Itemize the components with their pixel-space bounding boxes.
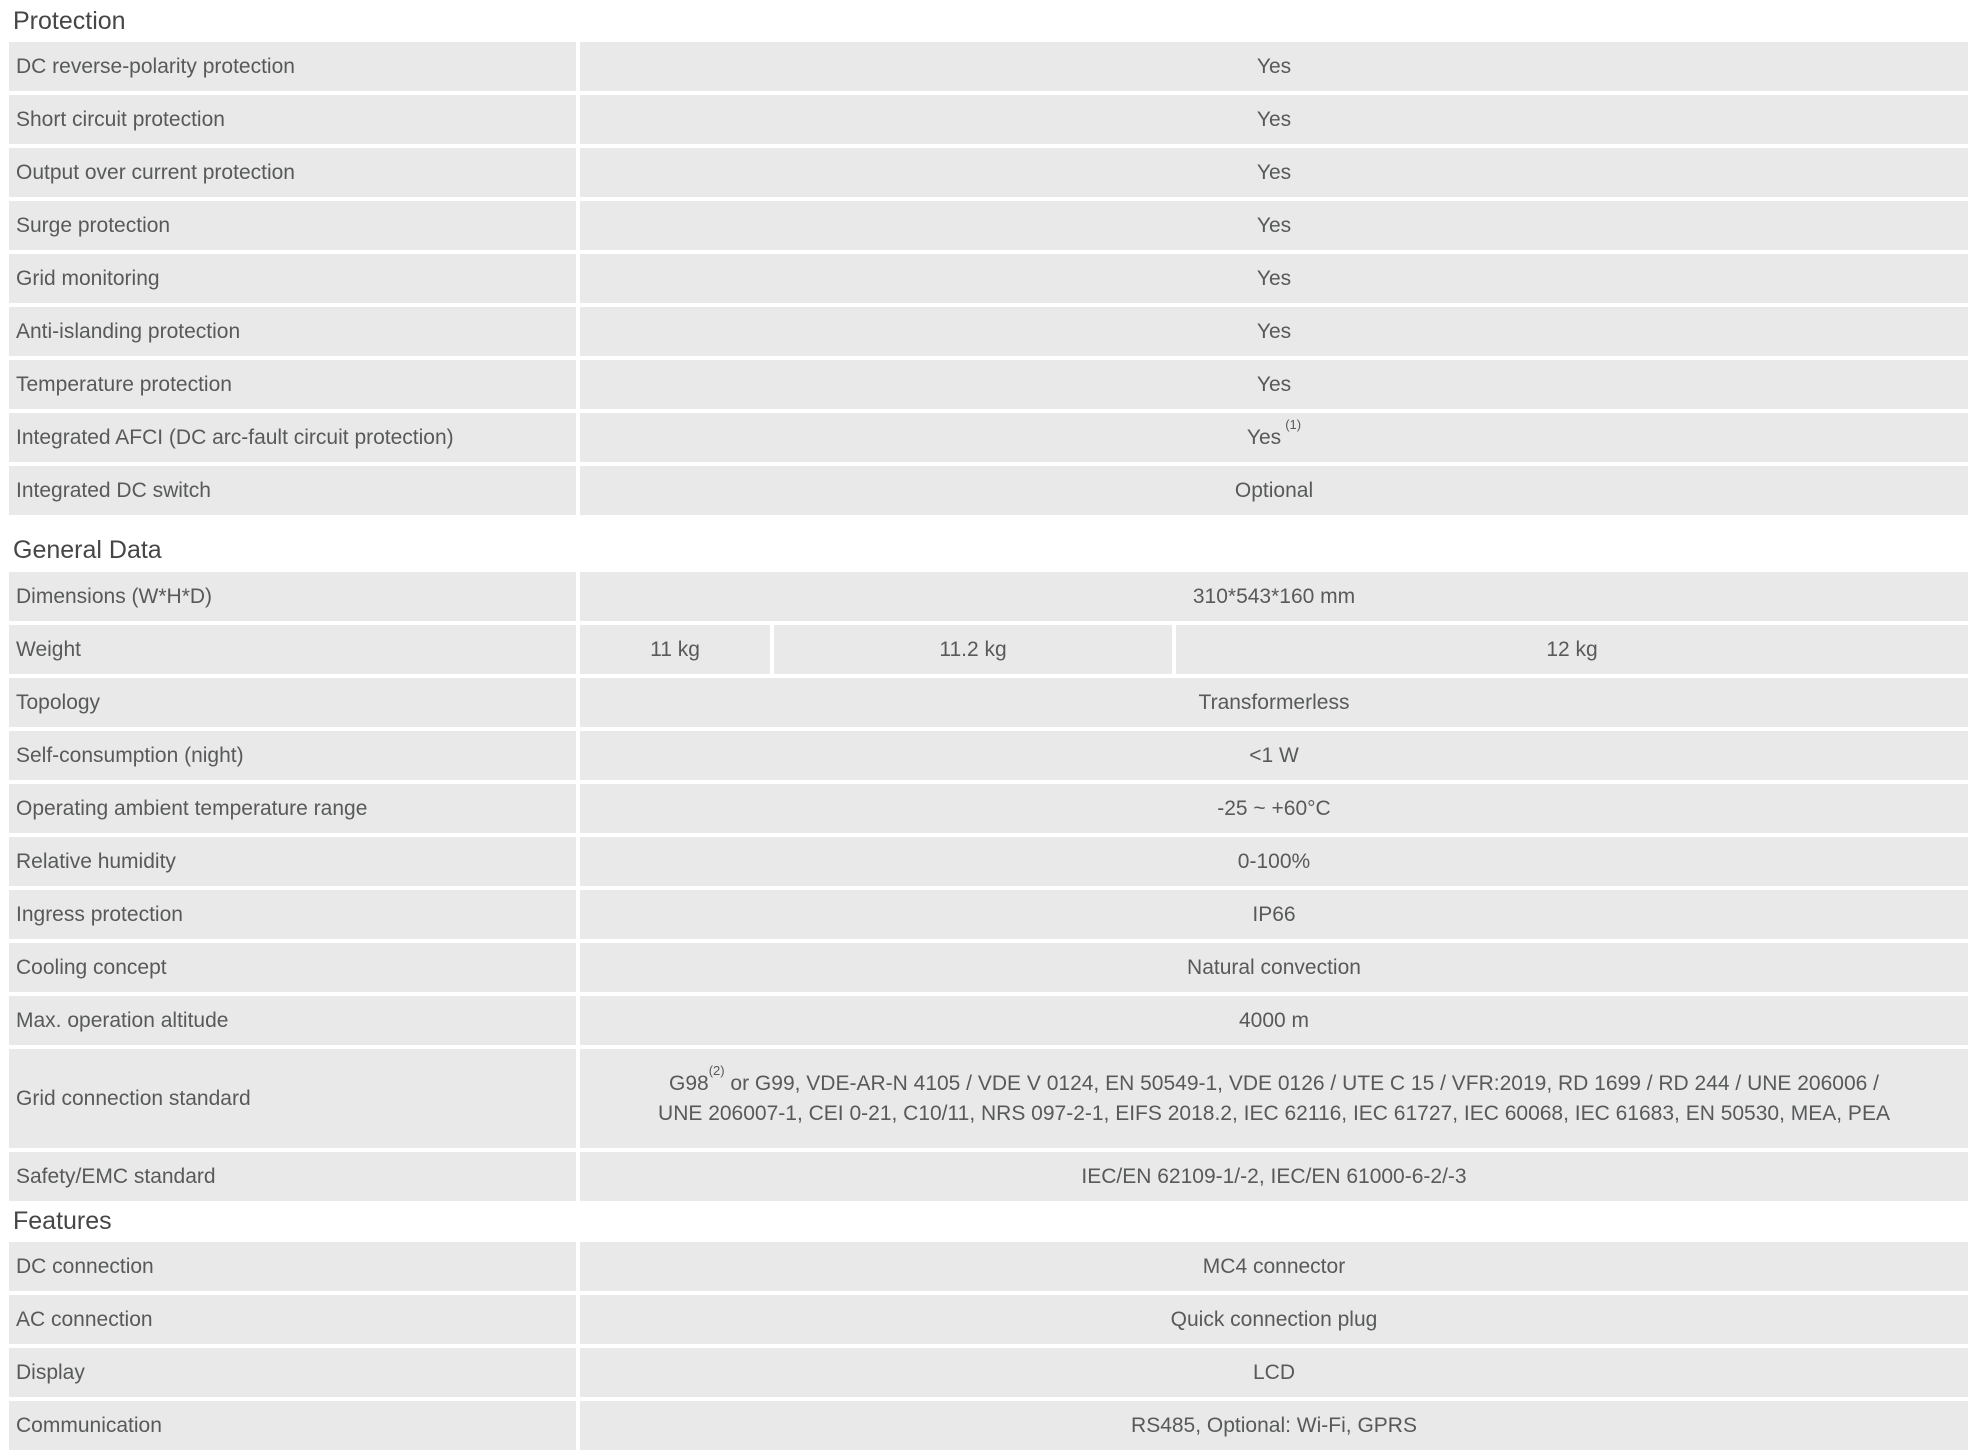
spec-value: Quick connection plug	[580, 1295, 1968, 1344]
spec-label: Self-consumption (night)	[9, 731, 576, 780]
spec-value: MC4 connector	[580, 1242, 1968, 1291]
spec-value: Yes	[580, 307, 1968, 356]
spec-value: 310*543*160 mm	[580, 572, 1968, 621]
spec-label: Surge protection	[9, 201, 576, 250]
spec-row-communication	[9, 1401, 1968, 1450]
grid-standard-line-1: G98$^{(2)}$ or G99, VDE-AR-N 4105 / VDE V 0124, EN 50549-1, VDE 0126 / UTE C 15 / VFR:2019, RD 1699 / RD 244 / UNE 206006 /	[669, 1063, 1879, 1095]
spec-label: Communication	[9, 1401, 576, 1450]
spec-label: Temperature protection	[9, 360, 576, 409]
spec-label: Grid connection standard	[9, 1049, 576, 1148]
section-title-protection: Protection	[13, 7, 126, 35]
spec-value: Yes	[580, 360, 1968, 409]
spec-row-display	[9, 1348, 1968, 1397]
features-rows	[9, 1242, 1968, 1450]
spec-value: IEC/EN 62109-1/-2, IEC/EN 61000-6-2/-3	[580, 1152, 1968, 1201]
spec-label: Safety/EMC standard	[9, 1152, 576, 1201]
spec-value-model-2: 11.2 kg	[774, 625, 1172, 674]
spec-row-self-consumption	[9, 731, 1968, 780]
section-title-general-data: General Data	[13, 536, 162, 564]
spec-row-ac-connection	[9, 1295, 1968, 1344]
spec-row-operating-temperature	[9, 784, 1968, 833]
spec-label: DC reverse-polarity protection	[9, 42, 576, 91]
spec-row-integrated-afci	[9, 413, 1968, 462]
spec-label: AC connection	[9, 1295, 576, 1344]
spec-value: 0-100%	[580, 837, 1968, 886]
spec-label: Relative humidity	[9, 837, 576, 886]
spec-label: Integrated DC switch	[9, 466, 576, 515]
section-features	[9, 1201, 1968, 1450]
spec-row-anti-islanding	[9, 307, 1968, 356]
spec-label: Operating ambient temperature range	[9, 784, 576, 833]
spec-row-weight	[9, 625, 1968, 674]
spec-label: Topology	[9, 678, 576, 727]
spec-label: DC connection	[9, 1242, 576, 1291]
spec-row-relative-humidity	[9, 837, 1968, 886]
spec-label: Short circuit protection	[9, 95, 576, 144]
spec-value: IP66	[580, 890, 1968, 939]
spec-row-grid-monitoring	[9, 254, 1968, 303]
spec-row-temperature-protection	[9, 360, 1968, 409]
spec-row-cooling-concept	[9, 943, 1968, 992]
spec-value: Natural convection	[580, 943, 1968, 992]
spec-value: Yes	[580, 95, 1968, 144]
spec-row-integrated-dc-switch	[9, 466, 1968, 515]
spec-row-ingress-protection	[9, 890, 1968, 939]
grid-standard-line-2: UNE 206007-1, CEI 0-21, C10/11, NRS 097-2-1, EIFS 2018.2, IEC 62116, IEC 61727, IEC 60068, IEC 61683, EN 50530, MEA, PEA	[658, 1101, 1890, 1125]
section-protection	[9, 4, 1968, 515]
spec-value: Optional	[580, 466, 1968, 515]
spec-row-output-over-current	[9, 148, 1968, 197]
spec-value-model-1: 11 kg	[580, 625, 770, 674]
general-data-rows	[9, 572, 1968, 1201]
spec-label: Max. operation altitude	[9, 996, 576, 1045]
section-general-data	[9, 515, 1968, 1201]
protection-rows	[9, 42, 1968, 515]
spec-label: Cooling concept	[9, 943, 576, 992]
spec-value: 4000 m	[580, 996, 1968, 1045]
spec-value: -25 ~ +60°C	[580, 784, 1968, 833]
spec-row-safety-emc-standard	[9, 1152, 1968, 1201]
spec-value: Yes	[580, 42, 1968, 91]
spec-row-dimensions	[9, 572, 1968, 621]
spec-label: Anti-islanding protection	[9, 307, 576, 356]
spec-row-surge-protection	[9, 201, 1968, 250]
spec-row-topology	[9, 678, 1968, 727]
spec-label: Integrated AFCI (DC arc-fault circuit protection)	[9, 413, 576, 462]
spec-label: Grid monitoring	[9, 254, 576, 303]
spec-value: Transformerless	[580, 678, 1968, 727]
spec-label: Ingress protection	[9, 890, 576, 939]
spec-row-dc-reverse-polarity	[9, 42, 1968, 91]
spec-row-short-circuit	[9, 95, 1968, 144]
spec-label: Display	[9, 1348, 576, 1397]
footnote-marker-1: (1)	[1285, 416, 1302, 432]
spec-value	[580, 1049, 1968, 1148]
section-title-features: Features	[13, 1207, 112, 1235]
spec-row-grid-connection-standard	[9, 1049, 1968, 1148]
spec-row-dc-connection	[9, 1242, 1968, 1291]
spec-value: Yes	[580, 148, 1968, 197]
spec-row-max-operation-altitude	[9, 996, 1968, 1045]
spec-label: Weight	[9, 625, 576, 674]
spec-value	[580, 413, 1968, 462]
spec-value: Yes	[580, 201, 1968, 250]
spec-value: LCD	[580, 1348, 1968, 1397]
footnote-marker-2: (2)	[708, 1063, 725, 1078]
spec-value: RS485, Optional: Wi-Fi, GPRS	[580, 1401, 1968, 1450]
spec-label: Output over current protection	[9, 148, 576, 197]
spec-value-text: Yes$^{(1)}$	[1246, 416, 1302, 449]
weight-values	[580, 625, 1968, 674]
spec-value: Yes	[580, 254, 1968, 303]
spec-value-model-3: 12 kg	[1176, 625, 1968, 674]
spec-value: <1 W	[580, 731, 1968, 780]
spec-label: Dimensions (W*H*D)	[9, 572, 576, 621]
